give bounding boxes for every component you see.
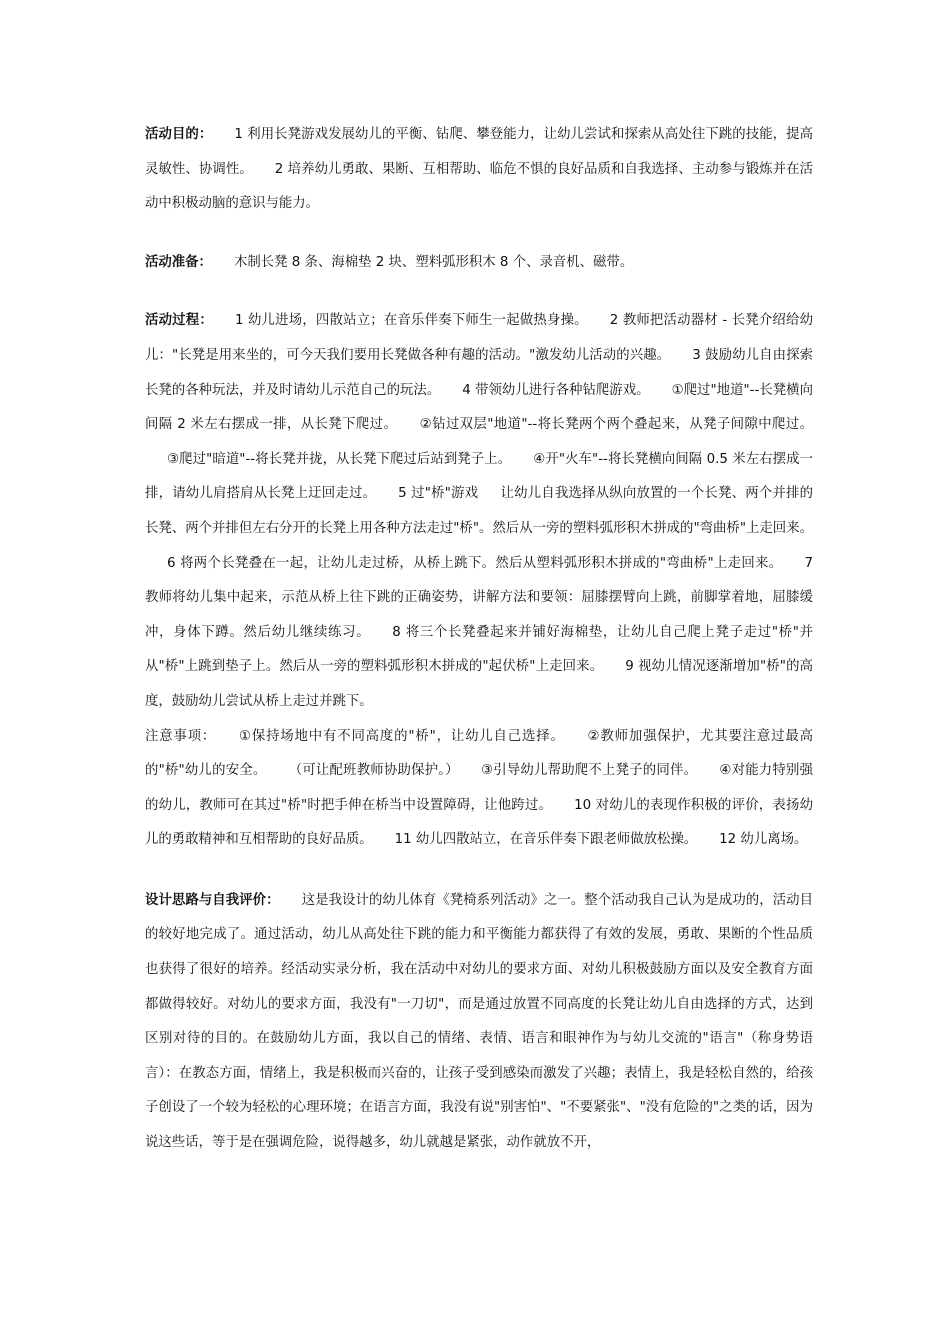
reflection-text: 这是我设计的幼儿体育《凳椅系列活动》之一。整个活动我自己认为是成功的，活动目的较好地完成了。通过活动，幼儿从高处往下跳的能力和平衡能力都获得了有效的发展，勇敢、果断的个性品质也获得了很好的培养。经活动实录分析，我在活动中对幼儿的要求方面、对幼儿积极鼓励方面以及安全教育方面都做得较好。对幼儿的要求方面，我没有"一刀切"，而是通过放置不同高度的长凳让幼儿自由选择的方式，达到区别对待的目的。在鼓励幼儿方面，我以自己的情绪、表情、语言和眼神作为与幼儿交流的"语言"（称身势语言）：在教态方面，情绪上，我是积极而兴奋的，让孩子受到感染而激发了兴趣；表情上，我是轻松自然的，给孩子创设了一个较为轻松的心理环境；在语言方面，我没有说"别害怕"、"不要紧张"、"没有危险的"之类的话，因为说这些话，等于是在强调危险，说得越多，幼儿就越是紧张，动作就放不开， xyxy=(145,892,814,1151)
process-step: 6 将两个长凳叠在一起，让幼儿走过桥，从桥上跳下。然后从塑料弧形积木拼成的"弯曲桥"上走回来。 xyxy=(167,555,783,571)
note-item: ②教师加强保护，尤其要注意过最高的"桥"幼儿的安全。 xyxy=(145,728,813,779)
process-step: 1 幼儿进场，四散站立；在音乐伴奏下师生一起做热身操。 xyxy=(234,313,588,329)
process-step: ①爬过"地道"--长凳横向间隔 2 米左右摆成一排，从长凳下爬过。 xyxy=(145,382,813,433)
process-step: 7 教师将幼儿集中起来，示范从桥上往下跳的正确姿势，讲解方法和要领：屈膝摆臂向上跳，前脚掌着地，屈膝缓冲，身体下蹲。然后幼儿继续练习。 xyxy=(145,555,813,640)
process-step: ②钻过双层"地道"--将长凳两个两个叠起来，从凳子间隙中爬过。 xyxy=(419,417,813,433)
process-step: 让幼儿自我选择从纵向放置的一个长凳、两个并排的长凳、两个并排但左右分开的长凳上用各种方法走过"桥"。然后从一旁的塑料弧形积木拼成的"弯曲桥"上走回来。 xyxy=(145,486,813,536)
process-step: ④开"火车"--将长凳横向间隔 0.5 米左右摆成一排，请幼儿肩搭肩从长凳上迂回走过。 xyxy=(145,451,813,502)
activity-process-section xyxy=(145,304,813,858)
process-step: 3 鼓励幼儿自由探索长凳的各种玩法，并及时请幼儿示范自己的玩法。 xyxy=(145,347,813,398)
activity-purpose-section xyxy=(145,118,813,222)
note-item: ①保持场地中有不同高度的"桥"，让幼儿自己选择。 xyxy=(238,728,565,744)
activity-preparation-section xyxy=(145,246,813,281)
process-step: 2 教师把活动器材 - 长凳介绍给幼儿："长凳是用来坐的，可今天我们要用长凳做各种有趣的活动。"激发幼儿活动的兴趣。 xyxy=(145,313,813,363)
process-step: 4 带领幼儿进行各种钻爬游戏。 xyxy=(462,382,650,398)
activity-purpose-label: 活动目的： xyxy=(145,127,213,142)
note-item: ③引导幼儿帮助爬不上凳子的同伴。 xyxy=(480,763,698,779)
document-body xyxy=(145,118,813,1161)
process-step: 10 对幼儿的表现作积极的评价，表扬幼儿的勇敢精神和互相帮助的良好品质。 xyxy=(145,797,813,848)
process-step: 5 过"桥"游戏 xyxy=(398,486,479,502)
preparation-text: 木制长凳 8 条、海棉垫 2 块、塑料弧形积木 8 个、录音机、磁带。 xyxy=(233,254,634,270)
process-step: 12 幼儿离场。 xyxy=(719,832,808,848)
note-item: （可让配班教师协助保护。） xyxy=(288,763,459,779)
process-step: ③爬过"暗道"--将长凳并拢，从长凳下爬过后站到凳子上。 xyxy=(167,451,512,467)
note-item: ④对能力特别强的幼儿，教师可在其过"桥"时把手伸在桥当中设置障碍，让他跨过。 xyxy=(145,763,813,813)
process-step: 9 视幼儿情况逐渐增加"桥"的高度，鼓励幼儿尝试从桥上走过并跳下。 xyxy=(145,659,813,709)
process-step: 11 幼儿四散站立，在音乐伴奏下跟老师做放松操。 xyxy=(394,832,698,848)
purpose-item-2: 2 培养幼儿勇敢、果断、互相帮助、临危不惧的良好品质和自我选择、主动参与锻炼并在活动中积极动脑的意识与能力。 xyxy=(145,161,813,212)
design-reflection-section xyxy=(145,884,813,1161)
purpose-item-1: 1 利用长凳游戏发展幼儿的平衡、钻爬、攀登能力，让幼儿尝试和探索从高处往下跳的技能，提高灵敏性、协调性。 xyxy=(145,127,814,177)
design-reflection-label: 设计思路与自我评价： xyxy=(145,892,280,908)
activity-preparation-label: 活动准备： xyxy=(145,254,212,270)
notes-label: 注意事项： xyxy=(145,728,217,744)
activity-process-label: 活动过程： xyxy=(145,313,213,329)
process-step: 8 将三个长凳叠起来并铺好海棉垫，让幼儿自己爬上凳子走过"桥"并从"桥"上跳到垫子上。然后从一旁的塑料弧形积木拼成的"起伏桥"上走回来。 xyxy=(145,624,813,675)
